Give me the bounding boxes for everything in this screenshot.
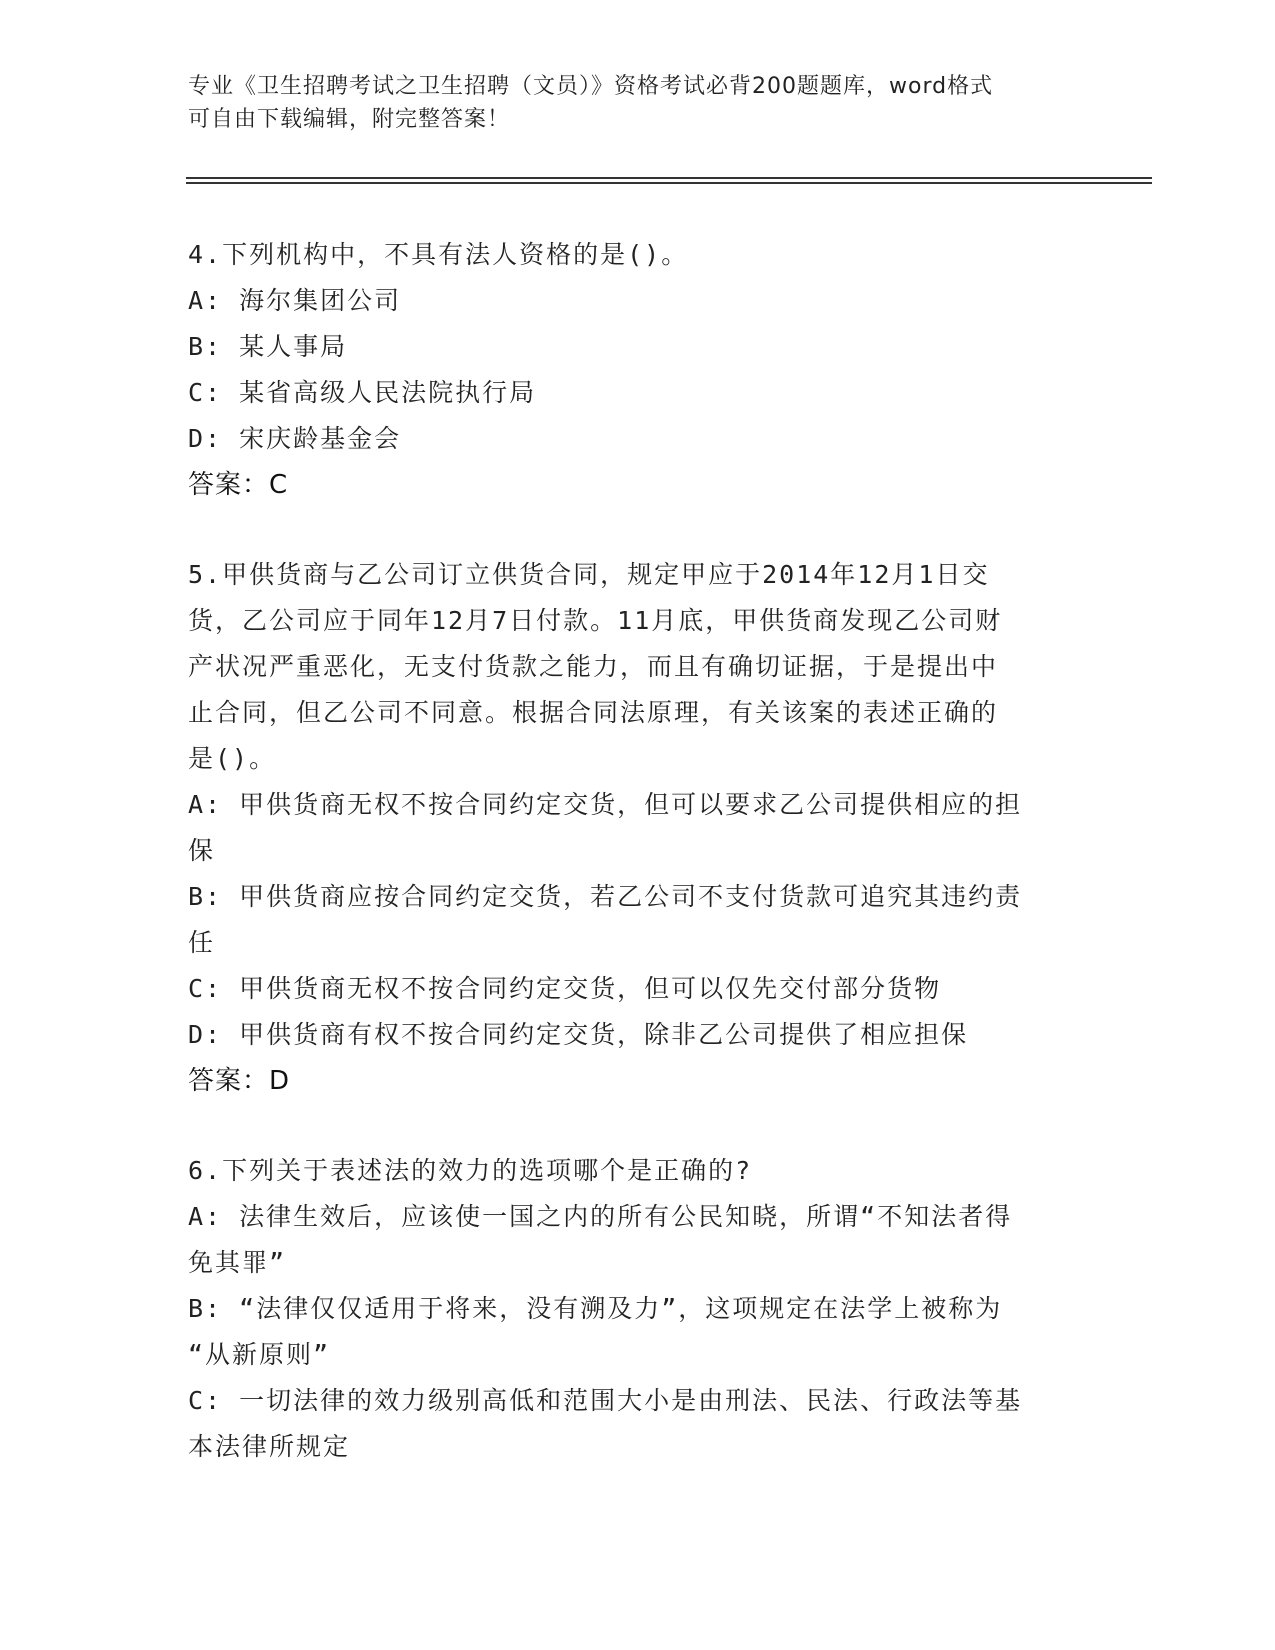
question-block [188,232,1088,508]
question-stem-line: 6.下列关于表述法的效力的选项哪个是正确的? [188,1156,753,1185]
answer-line: 答案：D [188,1066,291,1096]
question-stem-line: 5.甲供货商与乙公司订立供货合同，规定甲应于2014年12月1日交 [188,560,990,589]
option-line: C: 一切法律的效力级别高低和范围大小是由刑法、民法、行政法等基 [188,1386,1023,1415]
option-line: 任 [188,928,216,957]
question-stem-line: 是()。 [188,744,277,773]
option-line: C: 甲供货商无权不按合同约定交货，但可以仅先交付部分货物 [188,974,942,1003]
option-line: D: 宋庆龄基金会 [188,424,402,453]
option-line: 保 [188,836,216,865]
option-line: B: 某人事局 [188,332,348,361]
document-header: 专业《卫生招聘考试之卫生招聘（文员）》资格考试必背200题题库，word格式 可自由下载编辑，附完整答案！ [188,74,994,132]
question-stem-line: 产状况严重恶化，无支付货款之能力，而且有确切证据，于是提出中 [188,652,999,681]
option-line: A: 甲供货商无权不按合同约定交货，但可以要求乙公司提供相应的担 [188,790,1023,819]
question-stem-line: 货，乙公司应于同年12月7日付款。11月底，甲供货商发现乙公司财 [188,606,1003,635]
question-list [188,232,1088,1514]
header-rule-bottom [186,182,1152,184]
option-line: C: 某省高级人民法院执行局 [188,378,537,407]
question-block [188,1148,1088,1470]
answer-line: 答案：C [188,470,289,500]
question-stem-line: 止合同，但乙公司不同意。根据合同法原理，有关该案的表述正确的 [188,698,999,727]
option-line: D: 甲供货商有权不按合同约定交货，除非乙公司提供了相应担保 [188,1020,969,1049]
option-line: B: 甲供货商应按合同约定交货，若乙公司不支付货款可追究其违约责 [188,882,1023,911]
header-rule-top [186,177,1152,179]
option-line: 本法律所规定 [188,1432,351,1461]
option-line: “从新原则” [188,1340,331,1369]
option-line: A: 海尔集团公司 [188,286,402,315]
option-line: B: “法律仅仅适用于将来，没有溯及力”，这项规定在法学上被称为 [188,1294,1003,1323]
option-line: A: 法律生效后，应该使一国之内的所有公民知晓，所谓“不知法者得 [188,1202,1013,1231]
option-line: 免其罪” [188,1248,287,1277]
question-stem-line: 4.下列机构中，不具有法人资格的是()。 [188,240,689,269]
question-block [188,552,1088,1104]
